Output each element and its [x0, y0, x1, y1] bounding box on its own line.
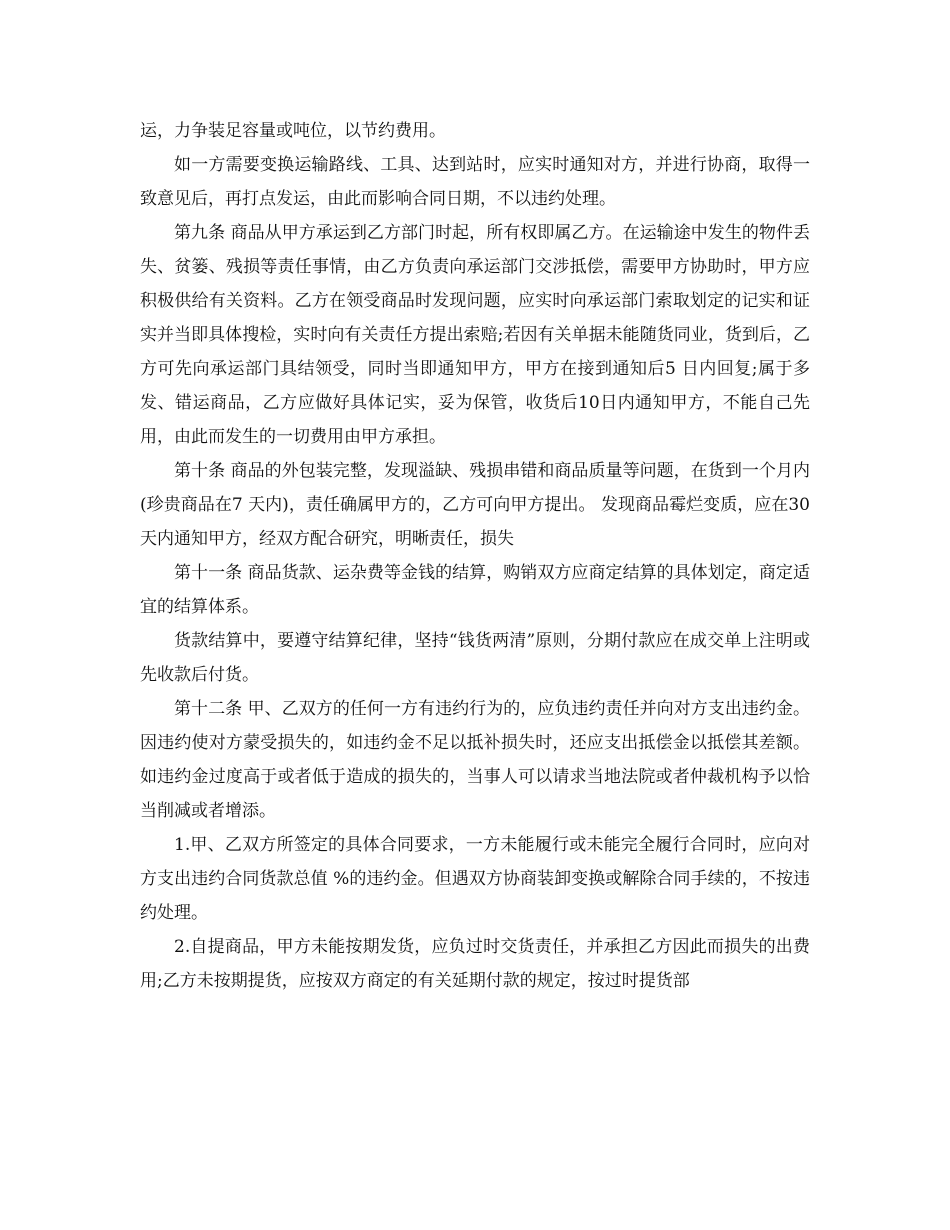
document-body [140, 114, 810, 998]
paragraph-clause-1: 1.甲、乙双方所签定的具体合同要求，一方未能履行或未能完全履行合同时，应向对方支出违约合同货款总值 %的违约金。但遇双方协商装卸变换或解除合同手续的，不按违约处理。 [140, 835, 810, 923]
paragraph-continuation: 运，力争装足容量或吨位，以节约费用。 [140, 121, 446, 141]
paragraph-payment-settlement: 货款结算中，要遵守结算纪律，坚持“钱货两清”原则，分期付款应在成交单上注明或先收款后付货。 [140, 631, 810, 685]
paragraph-article-11: 第十一条 商品货款、运杂费等金钱的结算，购销双方应商定结算的具体划定，商定适宜的结算体系。 [140, 563, 810, 617]
paragraph-article-12: 第十二条 甲、乙双方的任何一方有违约行为的，应负违约责任并向对方支出违约金。因违约使对方蒙受损失的，如违约金不足以抵补损失时，还应支出抵偿金以抵偿其差额。如违约金过度高于或者低于造成的损失的，当事人可以请求当地法院或者仲裁机构予以恰当削减或者增添。 [140, 699, 810, 821]
paragraph-article-9: 第九条 商品从甲方承运到乙方部门时起，所有权即属乙方。在运输途中发生的物件丢失、贫篓、残损等责任事情，由乙方负责向承运部门交涉抵偿，需要甲方协助时，甲方应积极供给有关资料。乙方在领受商品时发现问题，应实时向承运部门索取划定的记实和证实并当即具体搜检，实时向有关责任方提出索赔;若因有关单据未能随货同业，货到后，乙方可先向承运部门具结领受，同时当即通知甲方，甲方在接到通知后5 日内回复;属于多发、错运商品，乙方应做好具体记实，妥为保管，收货后10日内通知甲方，不能自己先用，由此而发生的一切费用由甲方承担。 [140, 223, 810, 447]
paragraph-route-change: 如一方需要变换运输路线、工具、达到站时，应实时通知对方，并进行协商，取得一致意见后，再打点发运，由此而影响合同日期，不以违约处理。 [140, 155, 810, 209]
paragraph-article-10: 第十条 商品的外包装完整，发现溢缺、残损串错和商品质量等问题，在货到一个月内(珍贵商品在7 天内)，责任确属甲方的，乙方可向甲方提出。 发现商品霉烂变质，应在30天内通知甲方，经双方配合研究，明晰责任，损失 [140, 461, 810, 549]
paragraph-clause-2: 2.自提商品，甲方未能按期发货，应负过时交货责任，并承担乙方因此而损失的出费用;乙方未按期提货，应按双方商定的有关延期付款的规定，按过时提货部 [140, 937, 810, 991]
